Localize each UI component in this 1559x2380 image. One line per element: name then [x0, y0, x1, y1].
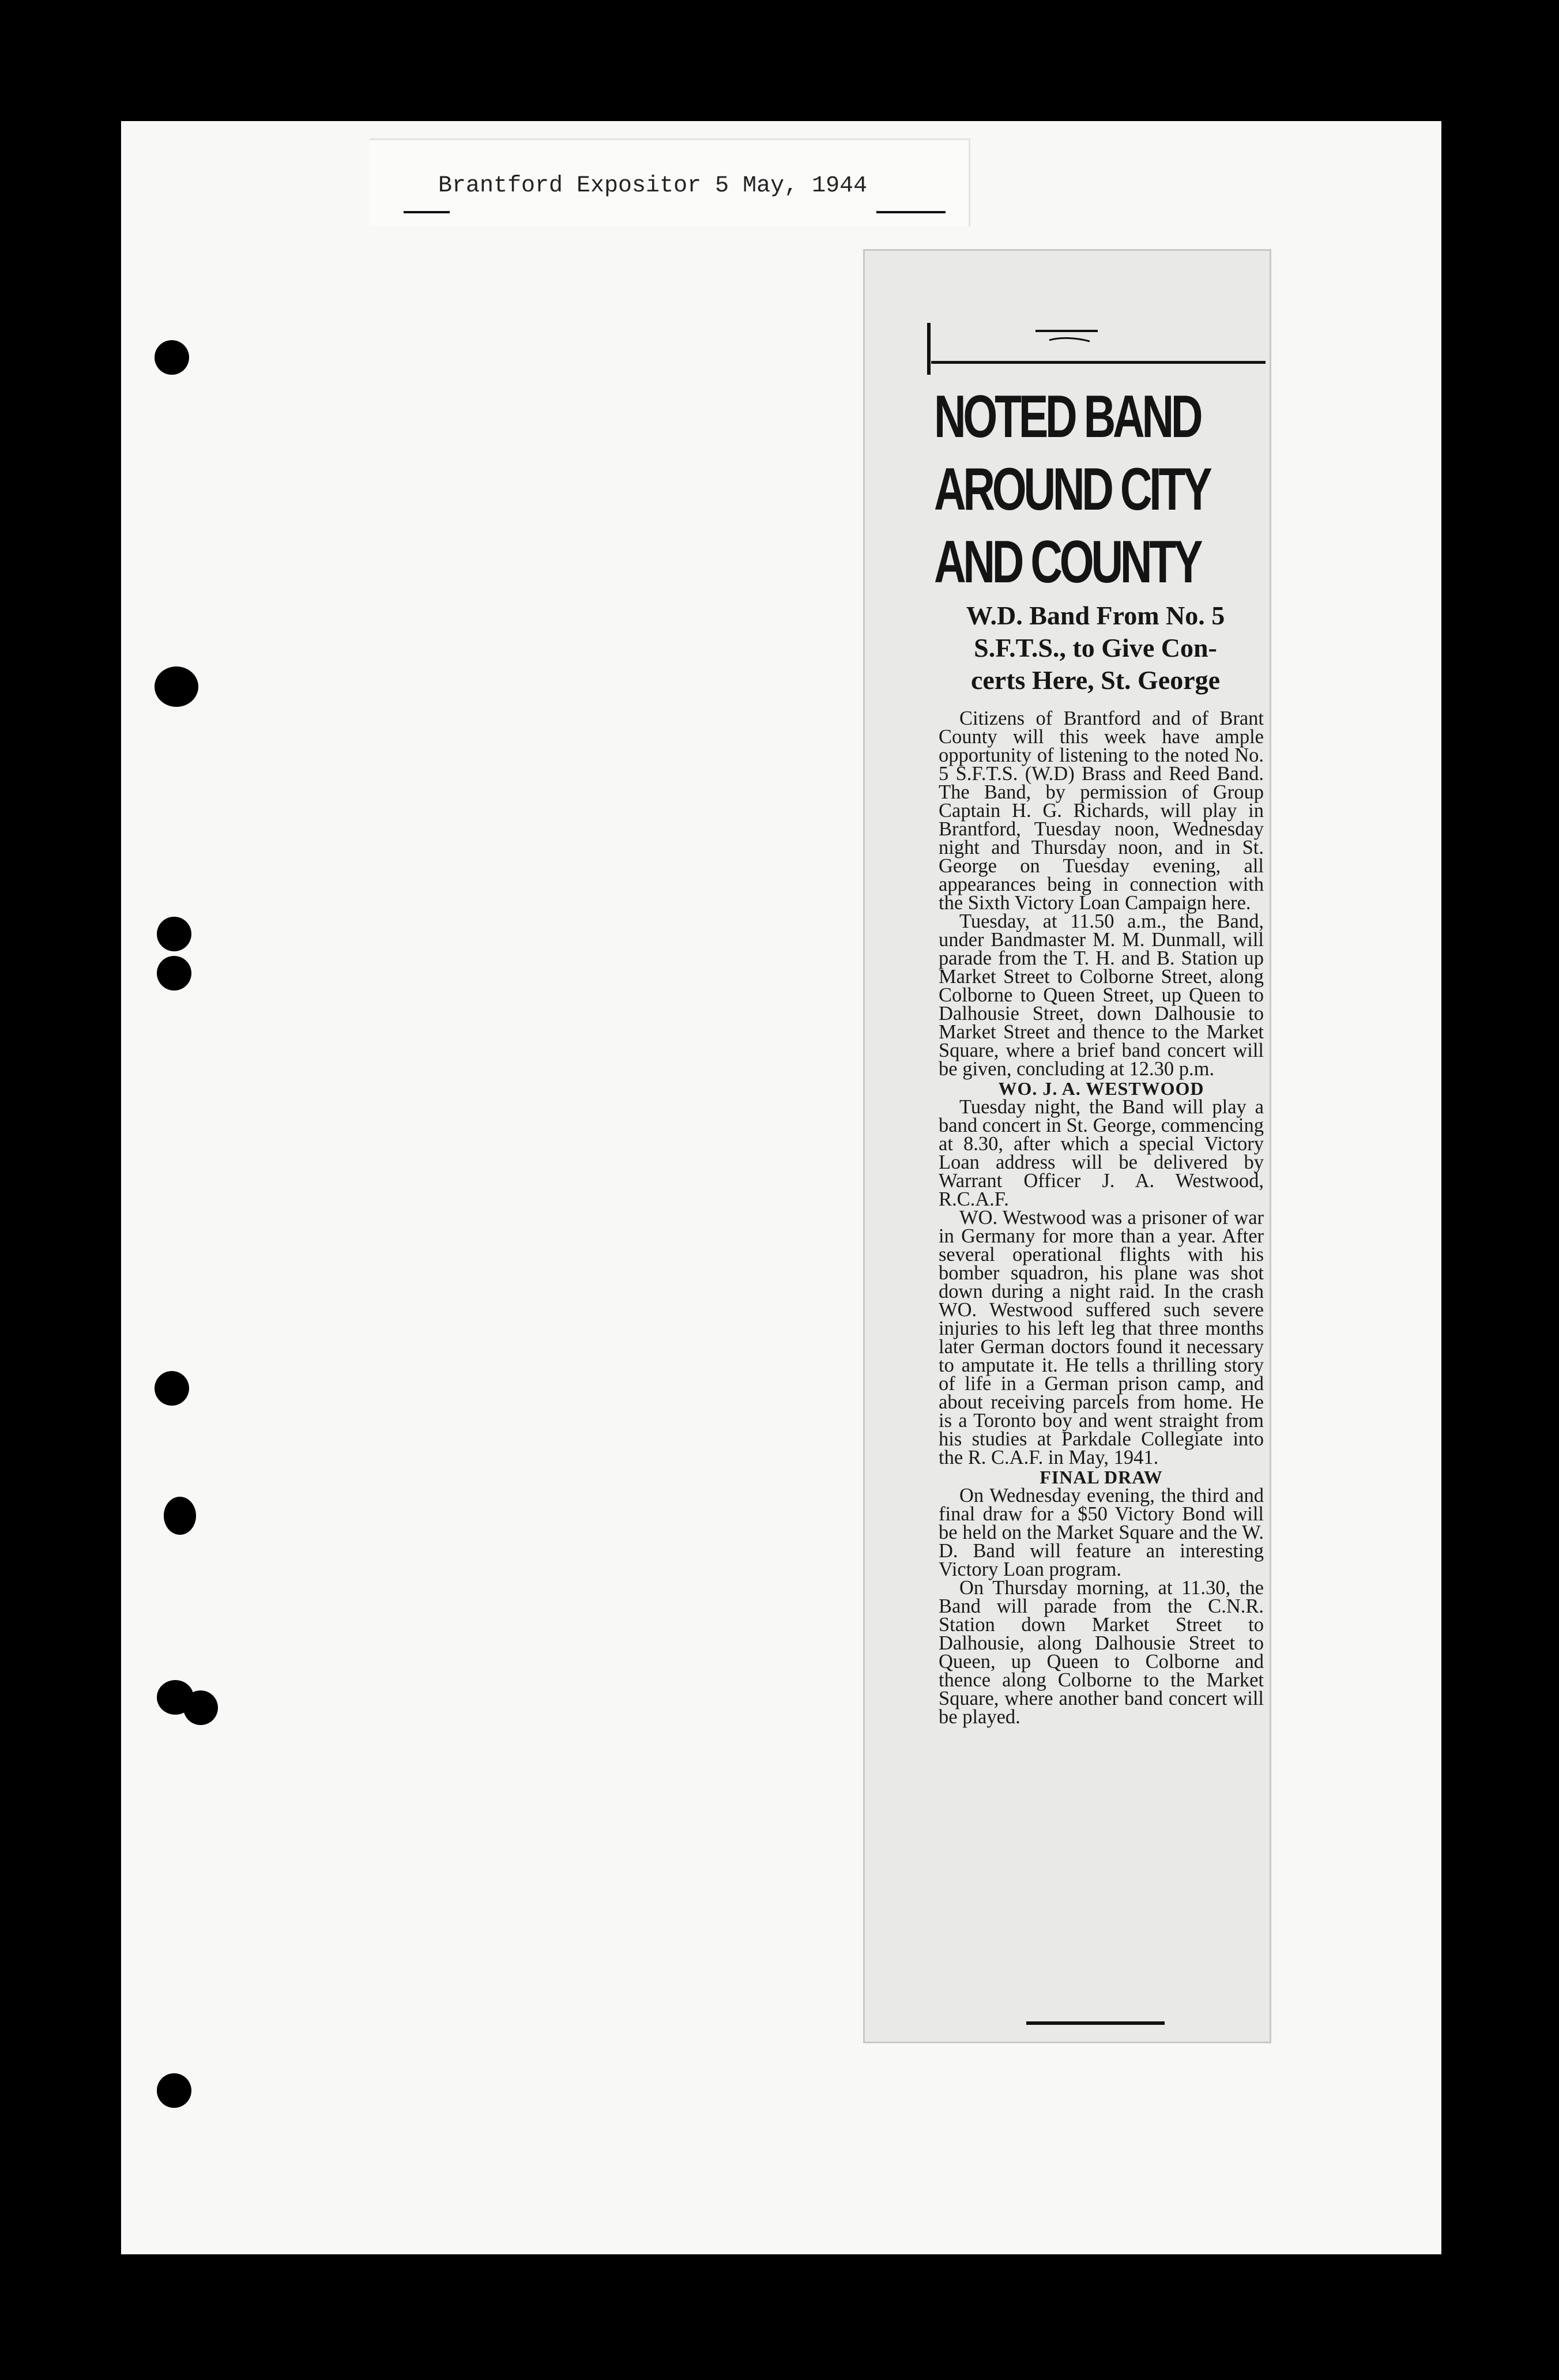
label-underline-right [876, 211, 946, 213]
end-of-article-rule [1026, 2021, 1165, 2025]
subheadline-line: certs Here, St. George [970, 665, 1221, 695]
article-paragraph: On Wednesday evening, the third and final draw for a $50 Victory Bond will be held on the Market Square and the W. D. Band will feature an interesting Victory Loan program. [939, 1485, 1264, 1580]
headline-line: NOTED BAND [934, 383, 1200, 450]
binder-hole [155, 1371, 189, 1406]
headline-line: AND COUNTY [934, 529, 1200, 596]
headline [934, 381, 1210, 598]
binder-hole [157, 956, 191, 991]
article-paragraph: Tuesday night, the Band will play a band concert in St. George, commencing at 8.30, after which a special Victory Loan address will be delivered by Warrant Officer J. A. Westwood, R.C.A.F. [939, 1096, 1264, 1210]
binder-hole [155, 666, 198, 707]
subheadline-line: S.F.T.S., to Give Con- [974, 633, 1217, 662]
section-heading: WO. J. A. WESTWOOD [998, 1078, 1204, 1099]
article-paragraph: WO. Westwood was a prisoner of war in Germany for more than a year. After several operational flights with his bomber squadron, his plane was shot down during a night raid. In the crash WO. Westwood suffered such severe injuries to his left leg that three months later German doctors found it necessary to amputate it. He tells a thrilling story of life in a German prison camp, and about receiving parcels from home. He is a Toronto boy and went straight from his studies at Parkdale Collegiate into the R. C.A.F. in May, 1941. [939, 1207, 1264, 1468]
article-body [939, 709, 1264, 1726]
clipping-left-rule [927, 323, 931, 375]
article-paragraph: On Thursday morning, at 11.30, the Band will parade from the C.N.R. Station down Market Street to Dalhousie, along Dalhousie Street to Queen, up Queen to Colborne and thence along Colborne to the Market Square, where another band concert will be played. [939, 1577, 1264, 1728]
binder-hole [183, 1690, 218, 1725]
clipping-top-rule [931, 361, 1266, 364]
binder-hole [157, 2073, 191, 2108]
label-underline-left [404, 211, 450, 213]
headline-line: AROUND CITY [934, 456, 1210, 523]
subheadline-line: W.D. Band From No. 5 [966, 601, 1225, 630]
section-heading: FINAL DRAW [1040, 1467, 1163, 1488]
binder-hole [157, 917, 191, 951]
subheadline [946, 600, 1245, 696]
page-number-mark [1032, 323, 1101, 346]
binder-hole [155, 340, 189, 375]
article-paragraph: Tuesday, at 11.50 a.m., the Band, under Bandmaster M. M. Dunmall, will parade from the T. H. and B. Station up Market Street to Colborne Street, along Colborne to Queen Street, up Queen to Dalhousie Street, down Dalhousie to Market Street and thence to the Market Square, where a brief band concert will be given, concluding at 12.30 p.m. [939, 910, 1264, 1080]
binder-hole [164, 1497, 196, 1535]
article-paragraph: Citizens of Brantford and of Brant County will this week have ample opportunity of listening to the noted No. 5 S.F.T.S. (W.D) Brass and Reed Band. The Band, by permission of Group Captain H. G. Richards, will play in Brantford, Tuesday noon, Wednesday night and Thursday noon, and in St. George on Tuesday evening, all appearances being in connection with the Sixth Victory Loan Campaign here. [939, 707, 1264, 914]
source-label: Brantford Expositor 5 May, 1944 [438, 173, 868, 199]
